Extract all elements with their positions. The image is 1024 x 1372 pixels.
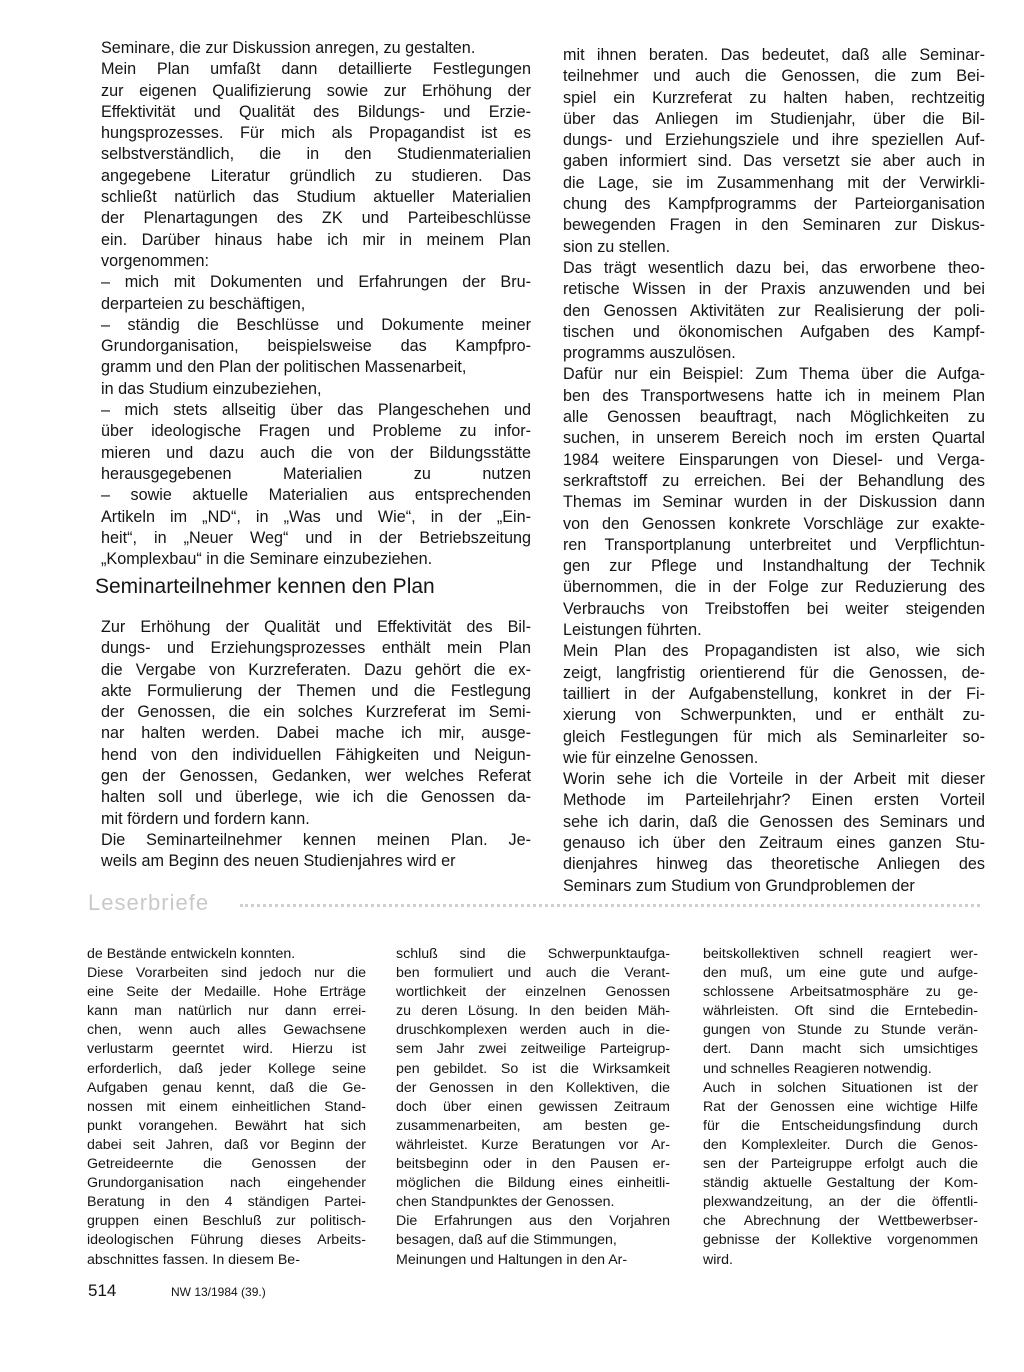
text-line: währleisten. Oft sind die Erntebedin-	[703, 1003, 978, 1020]
text-line: teilnehmer und auch die Genossen, die zum Bei-	[563, 67, 985, 86]
text-line: programms auszulösen.	[563, 344, 736, 363]
text-line: ben des Transportwesens hatte ich in meinem Plan	[563, 386, 985, 405]
text-line: hend von den individuellen Fähigkeiten und Neigun-	[101, 745, 531, 764]
text-line: Auch in solchen Situationen ist der	[703, 1079, 978, 1096]
text-line: Worin sehe ich die Vorteile in der Arbeit mit dieser	[563, 770, 985, 789]
text-line: beitsbeginn oder in den Pausen er-	[396, 1156, 670, 1173]
text-line: nar halten werden. Dabei mache ich mir, ausge-	[101, 724, 531, 743]
text-line: über ideologische Fragen und Probleme zu infor-	[101, 422, 531, 441]
text-line: dungs- und Erziehungsprozesses enthält mein Plan	[101, 639, 531, 658]
text-line: wie für einzelne Genossen.	[563, 748, 759, 767]
text-line: erforderlich, daß jeder Kollege seine	[87, 1060, 366, 1077]
text-line: gebnisse der Kollektive vorgenommen	[703, 1232, 978, 1249]
section-label-leserbriefe: Leserbriefe	[88, 890, 210, 915]
text-line: zeigt, langfristig orientierend für die Genossen, de-	[563, 663, 985, 682]
letters-column-2	[396, 945, 670, 1270]
text-line: druschkomplexen werden auch in die-	[396, 1022, 670, 1039]
text-line: wird.	[703, 1251, 733, 1268]
text-line: zur eigenen Qualifizierung sowie zur Erhöhung der	[101, 81, 531, 100]
text-line: gaben informiert sind. Das versetzt sie aber auch in	[563, 152, 985, 171]
text-line: suchen, in unserem Bereich noch im ersten Quartal	[563, 429, 985, 448]
section-divider	[240, 904, 980, 907]
text-line: mieren und dazu auch die von der Bildungsstätte	[101, 443, 531, 462]
text-line: hungsprozesses. Für mich als Propagandist ist es	[101, 124, 531, 143]
text-line: der Plenartagungen des ZK und Parteibeschlüsse	[101, 209, 531, 228]
text-line: Dafür nur ein Beispiel: Zum Thema über die Aufga-	[563, 365, 985, 384]
text-line: sehe ich darin, daß die Genossen des Seminars und	[563, 812, 985, 831]
text-line: xierung von Schwerpunkten, und er enthält zu-	[563, 706, 985, 725]
text-line: den muß, um eine gute und aufge-	[703, 965, 978, 982]
text-line: Das trägt wesentlich dazu bei, das erworbene theo-	[563, 258, 985, 277]
text-line: pen gebildet. So ist die Wirksamkeit	[396, 1060, 670, 1077]
text-line: che Abrechnung der Wettbewerbser-	[703, 1213, 978, 1230]
text-line: ideologischen Führung dieses Arbeits-	[87, 1232, 366, 1249]
text-line: der Genossen in den Kollektiven, die	[396, 1079, 670, 1096]
text-line: Rat der Genossen eine wichtige Hilfe	[703, 1098, 978, 1115]
text-line: währleistet. Kurze Beratungen vor Ar-	[396, 1136, 670, 1153]
text-line: halten soll und überlege, wie ich die Genossen da-	[101, 788, 531, 807]
text-line: herausgegebenen Materialien zu nutzen	[101, 464, 531, 483]
text-line: Artikeln im „ND“, in „Was und Wie“, in der „Ein-	[101, 507, 531, 526]
text-line: gen der Genossen, Gedanken, wer welches Referat	[101, 767, 531, 786]
text-line: besagen, daß auf die Stimmungen,	[396, 1232, 617, 1249]
text-line: über das Anliegen im Studienjahr, über die Bil-	[563, 109, 985, 128]
text-line: zusammenarbeiten, am besten ge-	[396, 1117, 670, 1134]
text-line: dungs- und Erziehungsziele und ihre speziellen Auf-	[563, 131, 985, 150]
text-line: eine Seite der Medaille. Hohe Erträge	[87, 984, 366, 1001]
text-line: tischen und ökonomischen Aufgaben des Kampf-	[563, 322, 985, 341]
text-line: ren Transportplanung unterbreitet und Verpflichtun-	[563, 535, 985, 554]
text-line: selbstverständlich, die in den Studienmaterialien	[101, 145, 531, 164]
article-column-left-continued	[101, 617, 531, 873]
text-line: punkt vorangehen. Bewährt hat sich	[87, 1117, 366, 1134]
text-line: Aufgaben genau kennt, daß die Ge-	[87, 1079, 366, 1096]
text-line: möglichen die Bildung eines einheitli-	[396, 1175, 670, 1192]
text-line: sen der Parteigruppe erfolgt auch die	[703, 1156, 978, 1173]
text-line: heit“, in „Neuer Weg“ und in der Betriebszeitung	[101, 528, 531, 547]
text-line: gen zur Pflege und Instandhaltung der Technik	[563, 557, 985, 576]
article-column-left	[101, 38, 531, 570]
text-line: plexwandzeitung, an der die öffentli-	[703, 1194, 978, 1211]
text-line: mit ihnen beraten. Das bedeutet, daß alle Seminar-	[563, 46, 985, 64]
text-line: Seminare, die zur Diskussion anregen, zu gestalten.	[101, 39, 476, 57]
text-line: und schnelles Reagieren notwendig.	[703, 1060, 932, 1077]
text-line: Getreideernte die Genossen der	[87, 1156, 366, 1173]
text-line: Die Seminarteilnehmer kennen meinen Plan. Je-	[101, 830, 531, 849]
text-line: die Vergabe von Kurzreferaten. Dazu gehört die ex-	[101, 660, 531, 679]
text-line: übernommen, die in der Folge zur Reduzierung des	[563, 578, 985, 597]
text-line: schließt natürlich das Studium aktueller Materialien	[101, 188, 531, 207]
text-line: dabei seit Jahren, daß vor Beginn der	[87, 1136, 366, 1153]
text-line: 1984 weitere Einsparungen von Diesel- und Verga-	[563, 450, 985, 469]
text-line: chen Standpunktes der Genossen.	[396, 1194, 615, 1211]
text-line: schluß sind die Schwerpunktaufga-	[396, 946, 670, 962]
text-line: gungen von Stunde zu Stunde verän-	[703, 1022, 978, 1039]
text-line: – mich mit Dokumenten und Erfahrungen der Bru-	[101, 273, 531, 292]
text-line: tailliert in der Aufgabenstellung, konkret in der Fi-	[563, 684, 985, 703]
text-line: von den Genossen konkrete Vorschläge zur exakte-	[563, 514, 985, 533]
text-line: für die Entscheidungsfindung durch	[703, 1117, 978, 1134]
text-line: Diese Vorarbeiten sind jedoch nur die	[87, 965, 366, 982]
text-line: Zur Erhöhung der Qualität und Effektivität des Bil-	[101, 618, 531, 636]
text-line: derparteien zu beschäftigen,	[101, 294, 306, 313]
text-line: in das Studium einzubeziehen,	[101, 379, 322, 398]
text-line: – mich stets allseitig über das Plangeschehen und	[101, 401, 531, 420]
text-line: doch über einen gewissen Zeitraum	[396, 1098, 670, 1115]
text-line: Grundorganisation, beispielsweise das Kampfpro-	[101, 337, 531, 356]
text-line: akte Formulierung der Themen und die Festlegung	[101, 681, 531, 700]
text-line: gramm und den Plan der politischen Massenarbeit,	[101, 358, 467, 377]
text-line: vorgenommen:	[101, 251, 209, 270]
text-line: gleich Festlegungen für mich als Seminarleiter so-	[563, 727, 985, 746]
text-line: de Bestände entwickeln konnten.	[87, 946, 296, 962]
text-line: den Genossen Aktivitäten zur Realisierung der poli-	[563, 301, 985, 320]
text-line: spiel ein Kurzreferat zu halten haben, rechtzeitig	[563, 88, 985, 107]
journal-reference: NW 13/1984 (39.)	[171, 1285, 266, 1299]
text-line: Grundorganisation nach eingehender	[87, 1175, 366, 1192]
text-line: serkraftstoff zu erreichen. Bei der Behandlung des	[563, 471, 985, 490]
text-line: den Komplexleiter. Durch die Genos-	[703, 1136, 978, 1153]
text-line: der Genossen, die ein solches Kurzreferat im Semi-	[101, 703, 531, 722]
text-line: verlustarm geerntet wird. Hierzu ist	[87, 1041, 366, 1058]
text-line: angegebene Literatur gründlich zu studieren. Das	[101, 166, 531, 185]
text-line: abschnittes fassen. In diesem Be-	[87, 1251, 300, 1268]
text-line: Die Erfahrungen aus den Vorjahren	[396, 1213, 670, 1230]
text-line: zu deren Lösung. In den beiden Mäh-	[396, 1003, 670, 1020]
text-line: dienjahres hinweg das theoretische Anliegen des	[563, 855, 985, 874]
text-line: Methode im Parteilehrjahr? Einen ersten Vorteil	[563, 791, 985, 810]
text-line: kann man natürlich nur dann errei-	[87, 1003, 366, 1020]
text-line: bewegenden Fragen in den Seminaren zur Diskus-	[563, 216, 985, 235]
text-line: die Lage, sie im Zusammenhang mit der Verwirkli-	[563, 173, 985, 192]
letters-column-3	[703, 945, 978, 1270]
text-line: ein. Darüber hinaus habe ich mir in meinem Plan	[101, 230, 531, 249]
text-line: alle Genossen beauftragt, nach Möglichkeiten zu	[563, 408, 985, 427]
text-line: mit fördern und fordern kann.	[101, 809, 310, 828]
text-line: genauso ich über den Zeitraum eines ganzen Stu-	[563, 833, 985, 852]
text-line: – ständig die Beschlüsse und Dokumente meiner	[101, 315, 531, 334]
text-line: schlossene Arbeitsatmosphäre zu ge-	[703, 984, 978, 1001]
text-line: chung des Kampfprogramms der Parteiorganisation	[563, 195, 985, 214]
text-line: beitskollektiven schnell reagiert wer-	[703, 946, 978, 962]
text-line: dert. Dann macht sich umsichtiges	[703, 1041, 978, 1058]
text-line: ständig aktuelle Gestaltung der Kom-	[703, 1175, 978, 1192]
text-line: gruppen einen Beschluß zur politisch-	[87, 1213, 366, 1230]
text-line: wortlichkeit der einzelnen Genossen	[396, 984, 670, 1001]
text-line: Seminars zum Studium von Grundproblemen der	[563, 876, 915, 895]
text-line: chen, wenn auch alles Gewachsene	[87, 1022, 366, 1039]
page-number: 514	[88, 1281, 117, 1300]
text-line: sion zu stellen.	[563, 237, 671, 256]
section-heading: Seminarteilnehmer kennen den Plan	[95, 575, 435, 598]
text-line: Mein Plan umfaßt dann detaillierte Festlegungen	[101, 60, 531, 79]
text-line: Mein Plan des Propagandisten ist also, wie sich	[563, 642, 985, 661]
text-line: retische Wissen in der Praxis anzuwenden und bei	[563, 280, 985, 299]
text-line: weils am Beginn des neuen Studienjahres wird er	[101, 852, 456, 871]
text-line: Themas im Seminar wurden in der Diskussion dann	[563, 493, 985, 512]
letters-column-1	[87, 945, 366, 1270]
text-line: „Komplexbau“ in die Seminare einzubeziehen.	[101, 550, 433, 569]
text-line: Meinungen und Haltungen in den Ar-	[396, 1251, 628, 1268]
text-line: Leistungen führten.	[563, 621, 702, 640]
text-line: nossen mit einem einheitlichen Stand-	[87, 1098, 366, 1115]
text-line: – sowie aktuelle Materialien aus entsprechenden	[101, 486, 531, 505]
text-line: ben formuliert und auch die Verant-	[396, 965, 670, 982]
text-line: sem Jahr zwei zeitweilige Parteigrup-	[396, 1041, 670, 1058]
text-line: Verbrauchs von Treibstoffen bei weiter steigenden	[563, 599, 985, 618]
text-line: Effektivität und Qualität des Bildungs- und Erzie-	[101, 102, 531, 121]
text-line: Beratung in den 4 ständigen Partei-	[87, 1194, 366, 1211]
article-column-right	[563, 45, 985, 897]
